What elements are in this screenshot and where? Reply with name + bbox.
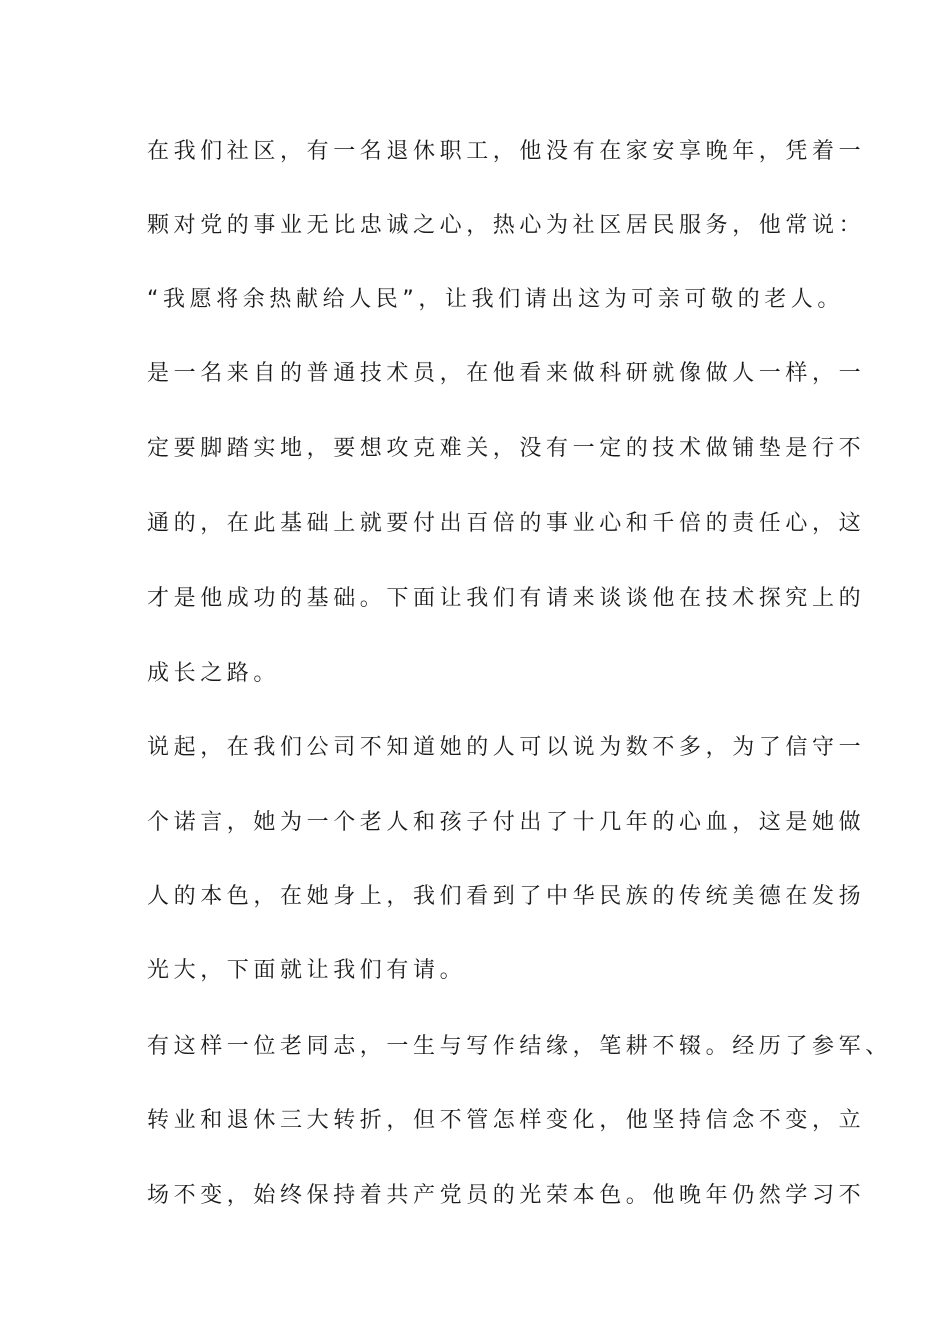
text-line: 颗对党的事业无比忠诚之心，热心为社区居民服务，他常说：	[147, 213, 866, 238]
text-line: 是一名来自的普通技术员，在他看来做科研就像做人一样，一	[147, 361, 866, 386]
text-line: 成长之路。	[147, 661, 281, 686]
text-line: 在我们社区，有一名退休职工，他没有在家安享晚年，凭着一	[147, 139, 866, 164]
text-line: 转业和退休三大转折，但不管怎样变化，他坚持信念不变，立	[147, 1108, 866, 1133]
text-line: 个诺言，她为一个老人和孩子付出了十几年的心血，这是她做	[147, 810, 866, 835]
text-line: 有这样一位老同志，一生与写作结缘，笔耕不辍。经历了参军、	[147, 1034, 892, 1059]
text-line: 定要脚踏实地，要想攻克难关，没有一定的技术做铺垫是行不	[147, 436, 866, 461]
text-line: 才是他成功的基础。下面让我们有请来谈谈他在技术探究上的	[147, 586, 866, 611]
text-line: 人的本色，在她身上，我们看到了中华民族的传统美德在发扬	[147, 884, 866, 909]
text-line: 场不变，始终保持着共产党员的光荣本色。他晚年仍然学习不	[147, 1183, 866, 1208]
text-line: 通的，在此基础上就要付出百倍的事业心和千倍的责任心，这	[147, 511, 866, 536]
text-line: 光大，下面就让我们有请。	[147, 958, 467, 983]
text-line: “我愿将余热献给人民”，让我们请出这为可亲可敬的老人。	[147, 287, 844, 312]
text-line: 说起，在我们公司不知道她的人可以说为数不多，为了信守一	[147, 735, 866, 760]
